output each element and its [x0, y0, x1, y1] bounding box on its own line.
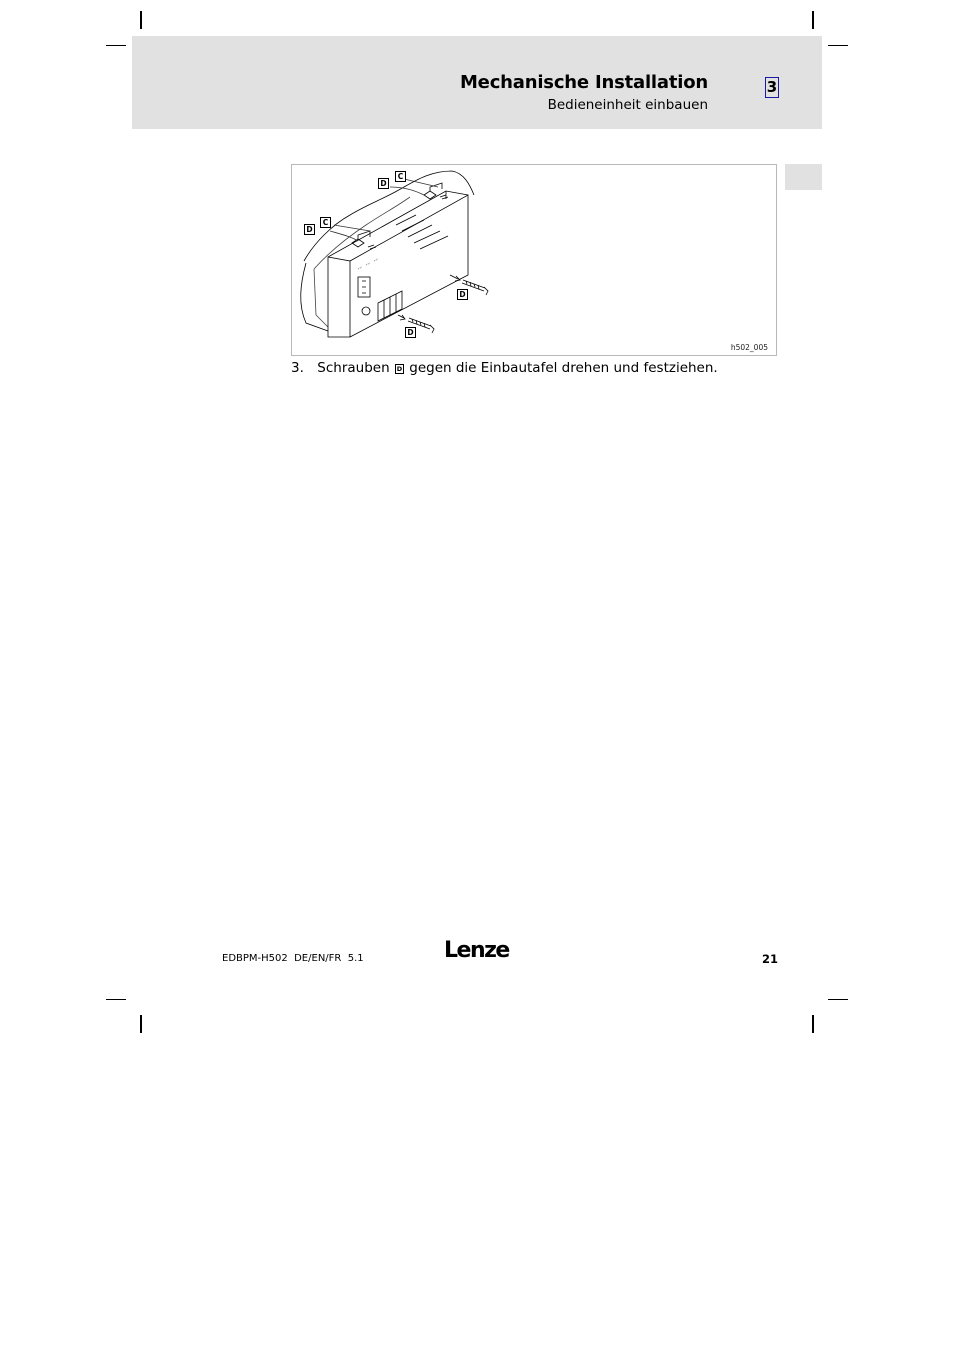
step-callout-ref: D	[396, 365, 403, 373]
callout-c: C	[395, 171, 406, 182]
chapter-subtitle: Bedieneinheit einbauen	[547, 97, 708, 113]
chapter-title: Mechanische Installation	[459, 72, 708, 93]
side-tab-marker	[785, 164, 822, 190]
crop-mark	[106, 45, 126, 46]
crop-mark	[812, 1015, 814, 1033]
step-text-before: Schrauben	[317, 360, 390, 376]
crop-mark	[140, 1015, 142, 1033]
installation-figure	[291, 164, 777, 356]
mounting-illustration	[292, 165, 778, 357]
document-code: EDBPM-H502 DE/EN/FR 5.1	[222, 953, 364, 964]
crop-mark	[828, 999, 848, 1000]
crop-mark	[106, 999, 126, 1000]
callout-d: D	[378, 178, 389, 189]
callout-c: C	[320, 217, 331, 228]
step-text-after: gegen die Einbautafel drehen und festziehen.	[409, 360, 718, 376]
figure-id: h502_005	[730, 343, 768, 352]
lenze-logo: Lenze	[444, 938, 509, 963]
callout-d: D	[405, 327, 416, 338]
callout-d: D	[304, 224, 315, 235]
instruction-step	[291, 360, 718, 376]
crop-mark	[828, 45, 848, 46]
page-number: 21	[762, 952, 779, 966]
crop-mark	[140, 11, 142, 29]
chapter-number-box: 3	[766, 78, 778, 96]
step-number: 3.	[291, 360, 304, 376]
crop-mark	[812, 11, 814, 29]
callout-d: D	[457, 289, 468, 300]
